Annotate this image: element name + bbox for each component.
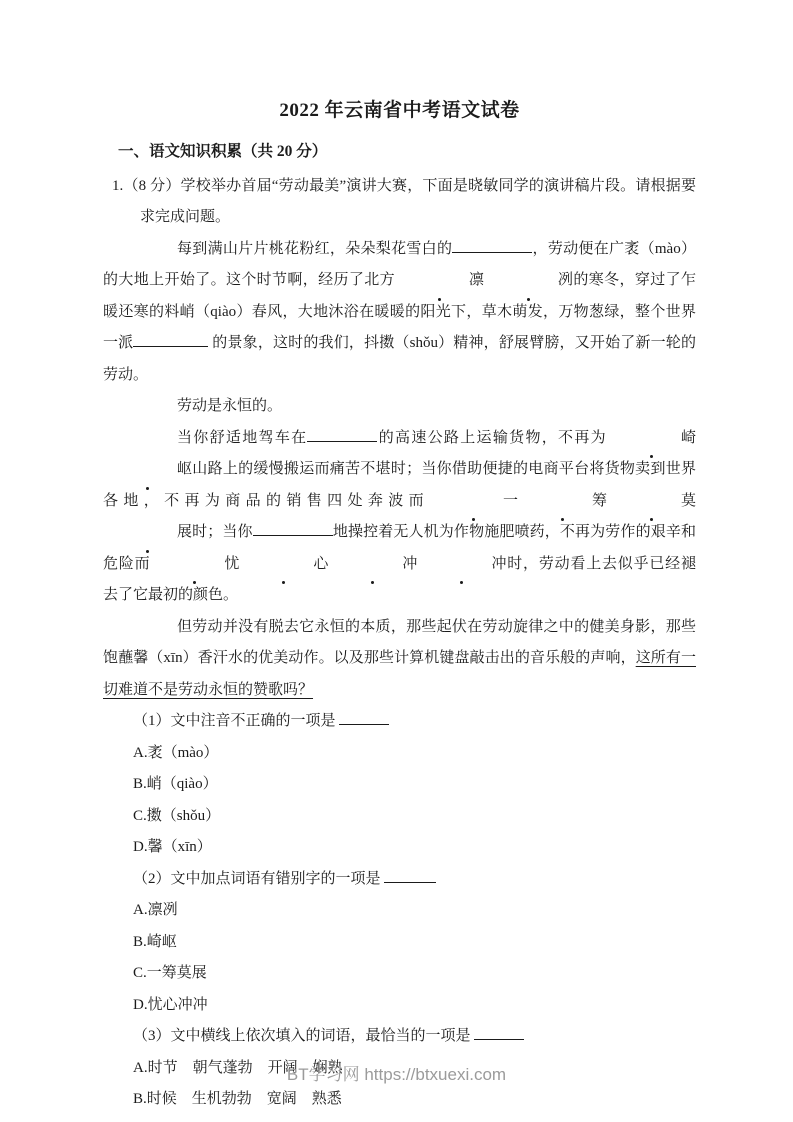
answer-option-2b: B.崎岖 xyxy=(133,933,177,950)
question-1-intro: 1.（8 分）学校举办首届“劳动最美”演讲大赛，下面是晓敏同学的演讲稿片段。请根据要求完成问题。 xyxy=(112,177,696,225)
sub-question-3-prompt xyxy=(133,1021,696,1053)
sub-question-1-prompt xyxy=(133,706,696,738)
text-run: 山路上的缓慢搬运而痛苦不堪时；当你借助便捷的电商平台将货物卖到世界各地，不再为商品的销售四处奔波而 xyxy=(103,461,696,509)
emphasized-text: 凛 冽 xyxy=(395,272,573,288)
page-title: 2022 年云南省中考语文试卷 xyxy=(279,100,520,121)
emphasized-text: 忧 心 冲 冲 xyxy=(150,556,506,572)
section-heading: 一、语文知识积累（共 20 分） xyxy=(118,143,328,160)
answer-blank xyxy=(339,709,389,725)
speech-paragraph-3 xyxy=(103,423,696,612)
text-run: 当你舒适地驾车在 xyxy=(177,429,308,446)
answer-blank xyxy=(384,867,436,883)
answer-option-3b: B.时候 生机勃勃 宽阔 熟悉 xyxy=(133,1091,342,1107)
footer-watermark xyxy=(0,1063,793,1087)
answer-blank xyxy=(452,237,532,253)
answer-blank xyxy=(474,1024,524,1040)
text-run: 每到满山片片桃花粉红，朵朵梨花雪白的 xyxy=(177,240,453,257)
text-run: 的寒冬，穿过了乍暖还寒的料峭（qiào）春风，大地沐浴在暖暖的阳光下，草木萌发，万物葱绿，整个世界一派 xyxy=(103,272,696,351)
text-run: 但劳动并没有脱去它永恒的本质，那些起伏在劳动旋律之中的健美身影，那些饱蘸馨（xīn）香汗水的优美动作。以及那些计算机键盘敲击出的音乐般的声响， xyxy=(103,618,696,666)
text-run: 的景象，这时的我们，抖擞（shǒu）精神，舒展臂膀，又开始了新一轮的劳动。 xyxy=(103,335,696,383)
answer-option-1c: C.擞（shǒu） xyxy=(133,807,221,824)
answer-option-1d: D.馨（xīn） xyxy=(133,839,212,855)
underlined-text: 这所有一切难道不是劳动永恒的赞歌吗？ xyxy=(103,650,696,698)
text-run: 地操控着无人机为作物施肥喷药，不再为劳作的艰辛和危险而 xyxy=(103,524,696,572)
sub-question-2-prompt xyxy=(133,864,696,896)
answer-option-2d: D.忧心冲冲 xyxy=(133,996,208,1013)
emphasized-text: 崎岖 xyxy=(103,430,696,478)
emphasized-text: 一 筹 莫展 xyxy=(103,493,696,541)
text-run: 时；当你 xyxy=(192,524,253,540)
speech-excerpt xyxy=(103,234,696,707)
text-run: 的高速公路上运输货物，不再为 xyxy=(377,429,607,446)
footer-watermark-text: BT学习网 https://btxuexi.com xyxy=(286,1065,507,1084)
text-run: ，劳动便在广袤（mào）的大地上开始了。这个时节啊，经历了北方 xyxy=(103,240,696,288)
text-run: （3）文中横线上依次填入的词语，最恰当的一项是 xyxy=(133,1028,475,1044)
text-run: 时，劳动看上去似乎已经褪去了它最初的颜色。 xyxy=(103,555,696,603)
answer-option-1a: A.袤（mào） xyxy=(133,744,219,761)
answer-blank xyxy=(133,331,208,347)
speech-paragraph-2 xyxy=(103,391,696,423)
answer-blank xyxy=(307,426,377,442)
speech-paragraph-4 xyxy=(103,612,696,707)
answer-option-1b: B.峭（qiào） xyxy=(133,776,218,792)
text-run: （2）文中加点词语有错别字的一项是 xyxy=(133,870,385,887)
answer-blank xyxy=(253,520,333,536)
text-run: （1）文中注音不正确的一项是 xyxy=(133,713,340,729)
answer-option-3a: A.时节 朝气蓬勃 开阔 娴熟 xyxy=(133,1059,343,1076)
speech-paragraph-1 xyxy=(103,234,696,392)
text-run: 劳动是永恒的。 xyxy=(177,398,283,414)
answer-option-2a: A.凛冽 xyxy=(133,902,178,918)
answer-option-2c: C.一筹莫展 xyxy=(133,965,207,981)
